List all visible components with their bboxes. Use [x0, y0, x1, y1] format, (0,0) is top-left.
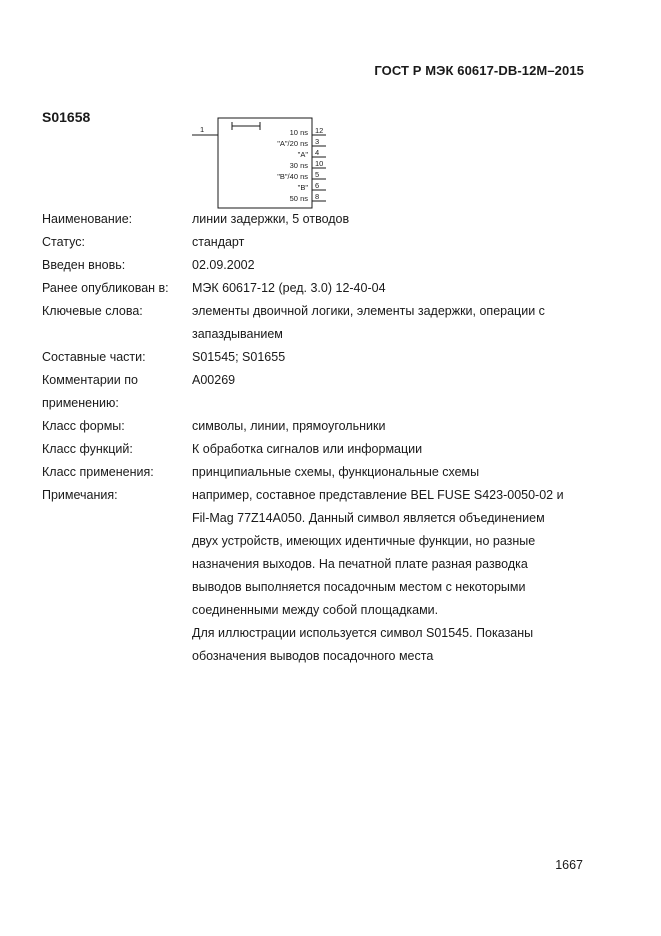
symbol-inner-label: "A"/20 ns [277, 139, 308, 148]
property-label: Введен вновь: [42, 258, 126, 272]
property-row [42, 369, 602, 415]
output-pin-label: 6 [315, 181, 320, 190]
property-label: Составные части: [42, 350, 146, 364]
property-row [42, 438, 602, 461]
symbol-inner-label: "B"/40 ns [277, 172, 308, 181]
property-value-line: символы, линии, прямоугольники [192, 419, 386, 433]
property-value-line: A00269 [192, 373, 236, 387]
property-value-line: Fil-Mag 77Z14A050. Данный символ является объединением [192, 511, 545, 525]
property-label: Примечания: [42, 488, 118, 502]
symbol-inner-label: "A" [297, 150, 308, 159]
property-table [42, 208, 602, 668]
property-value [192, 369, 602, 415]
property-label: Наименование: [42, 212, 133, 226]
property-label: Класс формы: [42, 419, 125, 433]
property-value-line: К обработка сигналов или информации [192, 442, 423, 456]
property-value [192, 415, 602, 438]
symbol-inner-label: 30 ns [289, 161, 308, 170]
property-value-line: МЭК 60617-12 (ред. 3.0) 12-40-04 [192, 281, 386, 295]
property-value [192, 208, 602, 231]
property-label: Класс применения: [42, 465, 154, 479]
property-label: Ранее опубликован в: [42, 281, 169, 295]
property-value [192, 231, 602, 254]
property-value-line: запаздыванием [192, 327, 283, 341]
output-pin-label: 5 [315, 170, 320, 179]
symbol-inner-label: 50 ns [289, 194, 308, 203]
property-row [42, 254, 602, 277]
property-value-line: стандарт [192, 235, 245, 249]
output-pin-label: 4 [315, 148, 320, 157]
property-row [42, 484, 602, 668]
property-label: Ключевые слова: [42, 304, 143, 318]
output-pin-label: 8 [315, 192, 320, 201]
output-pin-label: 3 [315, 137, 320, 146]
property-value-line: S01545; S01655 [192, 350, 286, 364]
property-value-line: назначения выходов. На печатной плате разная разводка [192, 557, 528, 571]
property-row [42, 277, 602, 300]
property-value-line: 02.09.2002 [192, 258, 255, 272]
property-row [42, 231, 602, 254]
property-value-line: соединенными между собой площадками. [192, 603, 439, 617]
output-pin-label: 12 [315, 126, 324, 135]
property-value-line: двух устройств, имеющих идентичные функции, но разные [192, 534, 536, 548]
standard-header: ГОСТ Р МЭК 60617-DB-12M–2015 [374, 63, 584, 78]
symbol-inner-label: "B" [297, 183, 308, 192]
output-pin-label: 10 [315, 159, 324, 168]
delay-line-symbol [188, 112, 338, 212]
property-value [192, 254, 602, 277]
property-value-line: например, составное представление BEL FUSE S423-0050-02 и [192, 488, 564, 502]
property-label: Комментарии по применению: [42, 373, 138, 410]
property-row [42, 300, 602, 346]
property-value-line: Для иллюстрации используется символ S01545. Показаны [192, 626, 534, 640]
property-label: Класс функций: [42, 442, 133, 456]
property-value [192, 277, 602, 300]
property-row [42, 415, 602, 438]
property-row [42, 208, 602, 231]
property-value [192, 438, 602, 461]
property-value-line: выводов выполняется посадочным местом с некоторыми [192, 580, 526, 594]
symbol-inner-label: 10 ns [289, 128, 308, 137]
symbol-id: S01658 [42, 109, 91, 125]
property-value [192, 346, 602, 369]
page-number: 1667 [555, 858, 583, 872]
property-value-line: элементы двоичной логики, элементы задержки, операции с [192, 304, 545, 318]
property-value [192, 461, 602, 484]
property-label: Статус: [42, 235, 85, 249]
property-value [192, 484, 602, 668]
input-pin-label: 1 [200, 125, 205, 134]
property-row [42, 346, 602, 369]
property-value [192, 300, 602, 346]
property-value-line: линии задержки, 5 отводов [192, 212, 350, 226]
property-value-line: обозначения выводов посадочного места [192, 649, 434, 663]
property-row [42, 461, 602, 484]
property-value-line: принципиальные схемы, функциональные схемы [192, 465, 480, 479]
